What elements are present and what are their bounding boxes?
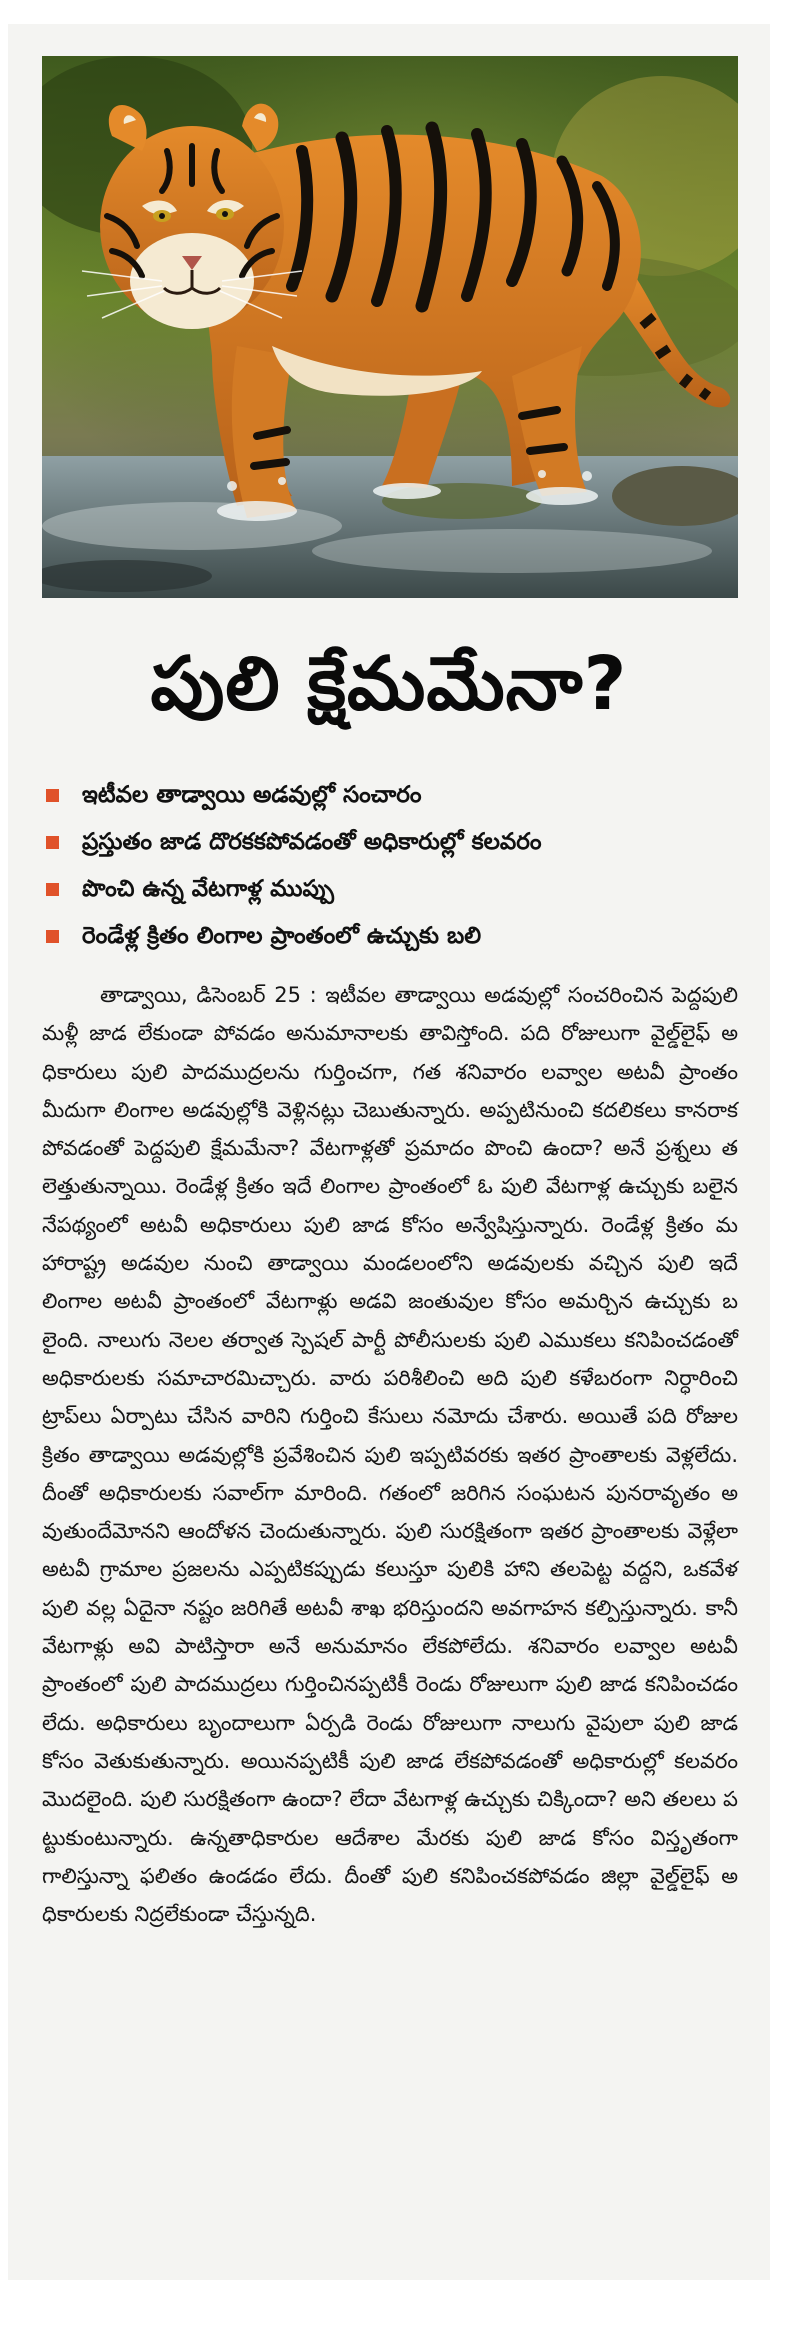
highlight-text: రెండేళ్ల క్రితం లింగాల ప్రాంతంలో ఉచ్చుకు బలి [82,923,482,949]
highlight-text: పొంచి ఉన్న వేటగాళ్ల ముప్పు [82,876,334,902]
tiger-icon [42,56,738,598]
headline: పులి క్షేమమేనా? [150,641,628,727]
highlight-item [42,772,742,819]
highlight-item [42,819,742,866]
bullet-square-icon [46,836,59,849]
highlight-text: ప్రస్తుతం జాడ దొరకకపోవడంతో అధికారుల్లో కలవరం [82,829,542,855]
news-clipping [8,24,770,2280]
bullet-square-icon [46,883,59,896]
highlight-item [42,913,742,960]
tiger-photo [42,56,738,598]
article-body: తాడ్వాయి, డిసెంబర్ 25 : ఇటీవల తాడ్వాయి అడవుల్లో సంచరించిన పెద్దపులి మళ్లీ జాడ లేకుండా పోవడం అనుమానాలకు తావిస్తోంది. పది రోజులుగా వైల్డ్‌లైఫ్ అధికారులు పులి పాదముద్రలను గుర్తించగా, గత శనివారం లవ్వాల అటవీ ప్రాంతం మీదుగా లింగాల అడవుల్లోకి వెళ్లినట్లు చెబుతున్నారు. అప్పటినుంచి కదలికలు కానరాకపోవడంతో పెద్దపులి క్షేమమేనా? వేటగాళ్లతో ప్రమాదం పొంచి ఉందా? అనే ప్రశ్నలు తలెత్తుతున్నాయి. రెండేళ్ల క్రితం ఇదే లింగాల ప్రాంతంలో ఓ పులి వేటగాళ్ల ఉచ్చుకు బలైన నేపథ్యంలో అటవీ అధికారులు పులి జాడ కోసం అన్వేషిస్తున్నారు. రెండేళ్ల క్రితం మహారాష్ట్ర అడవుల నుంచి తాడ్వాయి మండలంలోని అడవులకు వచ్చిన పులి ఇదే లింగాల అటవీ ప్రాంతంలో వేటగాళ్లు అడవి జంతువుల కోసం అమర్చిన ఉచ్చుకు బలైంది. నాలుగు నెలల తర్వాత స్పెషల్ పార్టీ పోలీసులకు పులి ఎముకలు కనిపించడంతో అధికారులకు సమాచారమిచ్చారు. వారు పరిశీలించి అది పులి కళేబరంగా నిర్ధారించి ట్రాప్‌లు ఏర్పాటు చేసిన వారిని గుర్తించి కేసులు నమోదు చేశారు. అయితే పది రోజుల క్రితం తాడ్వాయి అడవుల్లోకి ప్రవేశించిన పులి ఇప్పటివరకు ఇతర ప్రాంతాలకు వెళ్లలేదు. దీంతో అధికారులకు సవాల్‌గా మారింది. గతంలో జరిగిన సంఘటన పునరావృతం అవుతుందేమోనని ఆందోళన చెందుతున్నారు. పులి సురక్షితంగా ఇతర ప్రాంతాలకు వెళ్లేలా అటవీ గ్రామాల ప్రజలను ఎప్పటికప్పుడు కలుస్తూ పులికి హాని తలపెట్ట వద్దని, ఒకవేళ పులి వల్ల ఏదైనా నష్టం జరిగితే అటవీ శాఖ భరిస్తుందని అవగాహన కల్పిస్తున్నారు. కానీ వేటగాళ్లు అవి పాటిస్తారా అనే అనుమానం లేకపోలేదు. శనివారం లవ్వాల అటవీ ప్రాంతంలో పులి పాదముద్రలు గుర్తించినప్పటికీ రెండు రోజులుగా పులి జాడ కనిపించడం లేదు. అధికారులు బృందాలుగా ఏర్పడి రెండు రోజులుగా నాలుగు వైపులా పులి జాడ కోసం వెతుకుతున్నారు. అయినప్పటికీ పులి జాడ లేకపోవడంతో అధికారుల్లో కలవరం మొదలైంది. పులి సురక్షితంగా ఉందా? లేదా వేటగాళ్ల ఉచ్చుకు చిక్కిందా? అని తలలు పట్టుకుంటున్నారు. ఉన్నతాధికారుల ఆదేశాల మేరకు పులి జాడ కోసం విస్తృతంగా గాలిస్తున్నా ఫలితం ఉండడం లేదు. దీంతో పులి కనిపించకపోవడం జిల్లా వైల్డ్‌లైఫ్ అధికారులకు నిద్రలేకుండా చేస్తున్నది. [42,983,738,1927]
highlight-text: ఇటీవల తాడ్వాయి అడవుల్లో సంచారం [82,782,422,808]
highlight-item [42,866,742,913]
bullet-square-icon [46,789,59,802]
bullet-square-icon [46,930,59,943]
highlights-list [42,772,742,960]
